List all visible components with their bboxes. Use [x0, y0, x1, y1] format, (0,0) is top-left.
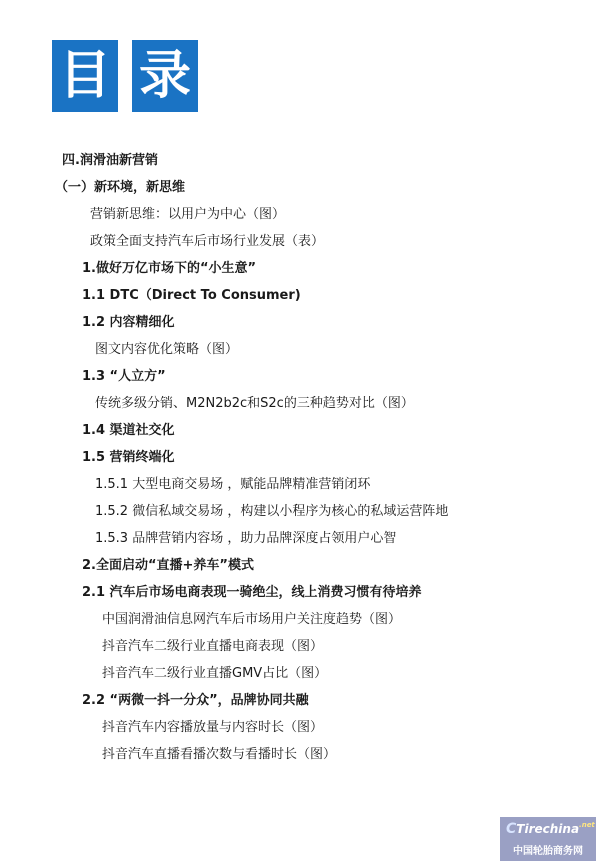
tirechina-logo: [506, 821, 595, 841]
toc-heading-1-4: 1.4 渠道社交化: [82, 423, 175, 438]
toc-section-4: 四.润滑油新营销: [62, 153, 158, 168]
toc-entry: 抖音汽车二级行业直播电商表现（图）: [102, 639, 324, 654]
toc-entry: 抖音汽车二级行业直播GMV占比（图）: [102, 666, 328, 681]
toc-entry: 政策全面支持汽车后市场行业发展（表）: [90, 234, 325, 249]
toc-heading-1-1: 1.1 DTC（Direct To Consumer): [82, 288, 301, 303]
toc-entry: 中国润滑油信息网汽车后市场用户关注度趋势（图）: [102, 612, 402, 627]
toc-heading-2-1: 2.1 汽车后市场电商表现一骑绝尘，线上消费习惯有待培养: [82, 585, 422, 600]
logo-c-mark: C: [506, 821, 517, 837]
logo-text: Tirechina: [516, 822, 580, 836]
title-char-2: 录: [132, 40, 198, 112]
toc-subsection-1: （一）新环境，新思维: [55, 180, 186, 195]
title-char-1: 目: [52, 40, 118, 112]
toc-entry: 图文内容优化策略（图）: [95, 342, 239, 357]
toc-heading-1: 1.做好万亿市场下的“小生意”: [82, 261, 257, 276]
watermark-chinese-text: 中国轮胎商务网: [513, 846, 583, 857]
toc-heading-1-2: 1.2 内容精细化: [82, 315, 175, 330]
toc-entry: 营销新思维：以用户为中心（图）: [90, 207, 286, 222]
logo-net: .net: [579, 821, 595, 829]
toc-heading-1-3: 1.3 “人立方”: [82, 369, 166, 384]
toc-entry: 1.5.1 大型电商交易场 ，赋能品牌精准营销闭环: [95, 477, 371, 492]
toc-entry: 1.5.2 微信私域交易场 ，构建以小程序为核心的私域运营阵地: [95, 504, 449, 519]
toc-heading-2-2: 2.2 “两微一抖一分众”，品牌协同共融: [82, 693, 309, 708]
toc-entry: 传统多级分销、M2N2b2c和S2c的三种趋势对比（图）: [95, 396, 414, 411]
toc-heading-1-5: 1.5 营销终端化: [82, 450, 175, 465]
toc-entry: 1.5.3 品牌营销内容场 ，助力品牌深度占领用户心智: [95, 531, 397, 546]
tirechina-watermark: [500, 817, 596, 861]
toc-entry: 抖音汽车直播看播次数与看播时长（图）: [102, 747, 337, 762]
toc-heading-2: 2.全面启动“直播+养车”模式: [82, 558, 254, 573]
toc-entry: 抖音汽车内容播放量与内容时长（图）: [102, 720, 324, 735]
